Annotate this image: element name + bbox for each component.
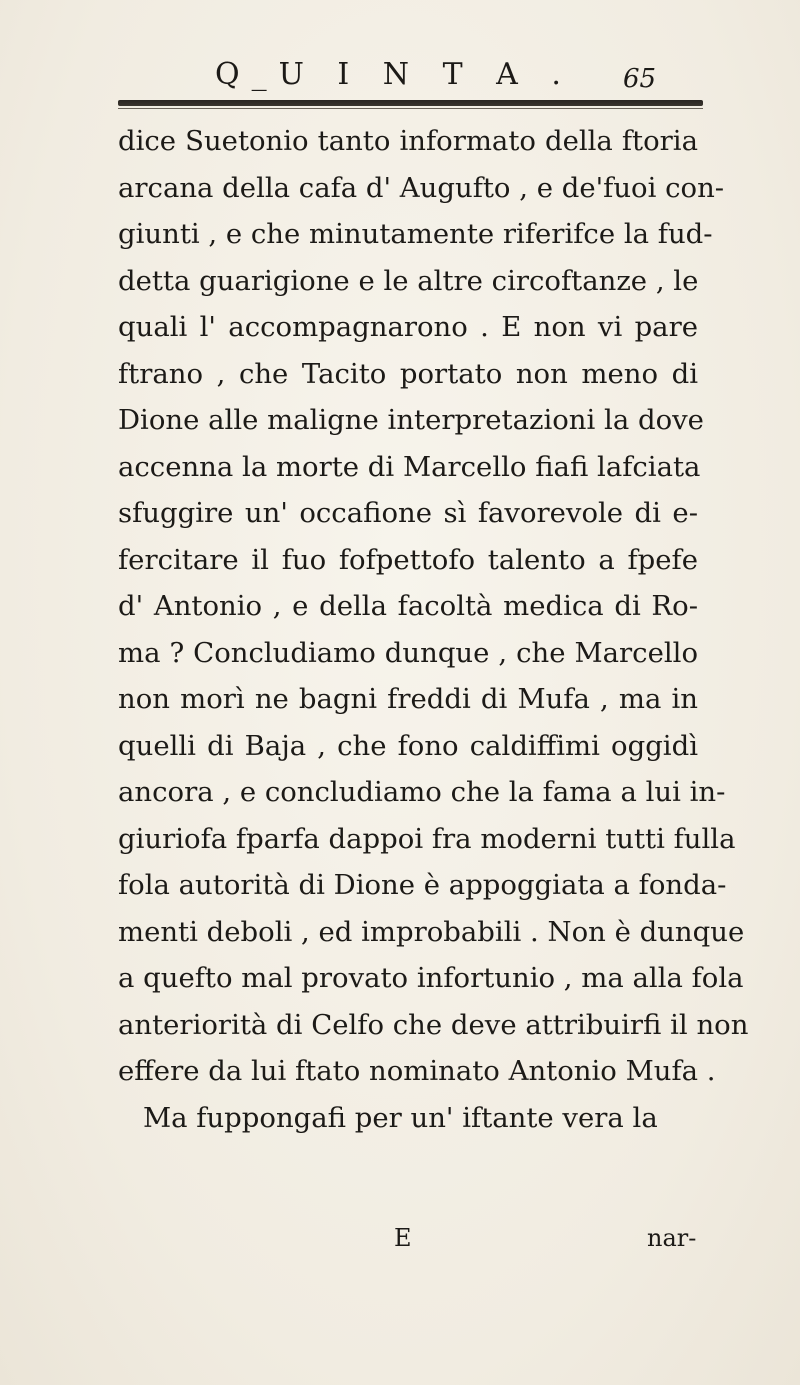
text-line: sfuggire un' occafione sì favorevole di e-: [118, 497, 698, 529]
text-line: fercitare il fuo fofpettofo talento a fpefe: [118, 543, 698, 576]
text-line: effere da lui ftato nominato Antonio Mufa .: [118, 1055, 716, 1087]
text-line: non morì ne bagni freddi di Mufa , ma in: [118, 683, 698, 715]
signature-mark: E: [394, 1224, 412, 1252]
text-line: quelli di Baja , che fono caldiffimi oggidì: [118, 729, 698, 762]
text-line: fola autorità di Dione è appoggiata a fonda-: [118, 869, 727, 901]
page-footer: [0, 1218, 800, 1258]
catchword: nar-: [647, 1224, 697, 1252]
header-rule: [118, 100, 703, 106]
text-line: giunti , e che minutamente riferifce la fud-: [118, 218, 713, 250]
page-number: 65: [623, 64, 657, 94]
text-line: anteriorità di Celfo che deve attribuirfi il non: [118, 1008, 749, 1041]
text-line: d' Antonio , e della facoltà medica di Ro-: [118, 590, 698, 622]
body-text: [118, 118, 749, 1141]
text-line: ma ? Concludiamo dunque , che Marcello: [118, 636, 698, 669]
text-line: accenna la morte di Marcello fiafi lafciata: [118, 450, 701, 483]
text-line: arcana della cafa d' Augufto , e de'fuoi con-: [118, 171, 725, 204]
text-line: giuriofa fparfa dappoi fra moderni tutti fulla: [118, 822, 736, 855]
text-line: ftrano , che Tacito portato non meno di: [118, 357, 698, 390]
text-line: dice Suetonio tanto informato della ftoria: [118, 125, 698, 157]
page-header: [0, 55, 800, 95]
text-line: ancora , e concludiamo che la fama a lui in-: [118, 776, 726, 808]
text-line: quali l' accompagnarono . E non vi pare: [118, 311, 698, 343]
text-line: Ma fuppongafi per un' iftante vera la: [143, 1101, 658, 1134]
text-line: detta guarigione e le altre circoftanze , le: [118, 264, 699, 297]
header-rule-thin: [118, 108, 703, 109]
text-line: a quefto mal provato infortunio , ma alla fola: [118, 962, 744, 994]
text-line: Dione alle maligne interpretazioni la dove: [118, 404, 704, 436]
running-title: Q_U I N T A .: [215, 57, 573, 92]
text-line: menti deboli , ed improbabili . Non è dunque: [118, 915, 745, 948]
